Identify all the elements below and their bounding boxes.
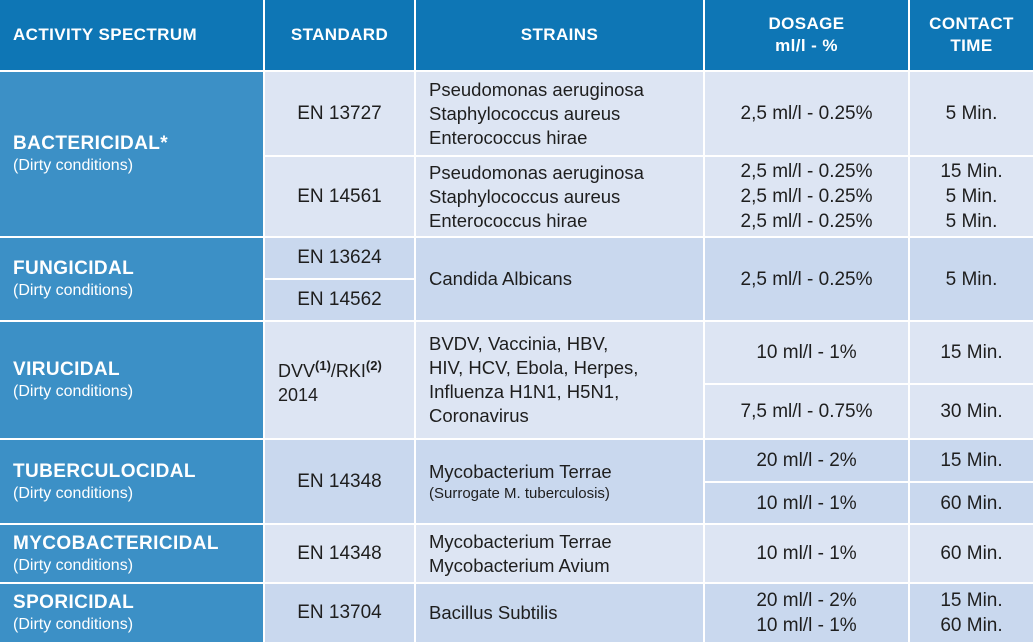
time-value: 60 Min. (940, 615, 1003, 636)
standard-cell (265, 280, 414, 320)
dosage-value: 10 ml/l - 1% (756, 342, 857, 363)
strain-line: HIV, HCV, Ebola, Herpes, (429, 357, 639, 378)
standard-cell-dvv-rki (265, 322, 414, 438)
standard-cell (265, 72, 414, 155)
header-contact-line2: TIME (950, 36, 993, 55)
dosage-cell (705, 440, 908, 481)
dosage-value: 20 ml/l - 2% (756, 590, 857, 611)
strain-line: Coronavirus (429, 405, 529, 426)
activity-cell-mycobactericidal (0, 525, 263, 582)
standard-cell (265, 238, 414, 278)
strains-cell (416, 322, 703, 438)
strains-cell (416, 525, 703, 582)
activity-cell-tuberculocidal (0, 440, 263, 523)
strains-cell (416, 157, 703, 236)
time-value: 30 Min. (940, 401, 1003, 422)
strain-line: Enterococcus hirae (429, 209, 588, 231)
strain-line: Mycobacterium Avium (429, 554, 610, 576)
activity-name: SPORICIDAL (13, 592, 135, 613)
time-value: 15 Min. (940, 450, 1003, 471)
strain-line: Bacillus Subtilis (429, 602, 558, 623)
strain-note: (Surrogate M. tuberculosis) (429, 485, 610, 502)
strain-line: Mycobacterium Terrae (429, 530, 612, 552)
activity-cell-bactericidal (0, 72, 263, 236)
time-cell (910, 238, 1033, 320)
dosage-cell (705, 483, 908, 523)
header-dosage-line1: DOSAGE (768, 14, 845, 33)
dosage-cell (705, 525, 908, 582)
activity-condition: (Dirty conditions) (13, 383, 134, 400)
strain-line: Staphylococcus aureus (429, 185, 621, 207)
strain-line: BVDV, Vaccinia, HBV, (429, 333, 609, 354)
standard-text: /RKI (330, 360, 366, 381)
strains-cell (416, 584, 703, 642)
dosage-cell (705, 238, 908, 320)
header-strains (416, 0, 703, 70)
activity-cell-virucidal (0, 322, 263, 438)
header-activity-label: ACTIVITY SPECTRUM (13, 25, 198, 44)
dosage-value: 20 ml/l - 2% (756, 450, 857, 471)
dosage-value: 7,5 ml/l - 0.75% (740, 401, 873, 422)
header-dosage (705, 0, 908, 70)
header-contact-time (910, 0, 1033, 70)
header-standard-label: STANDARD (290, 25, 389, 44)
strain-line: Candida Albicans (429, 268, 572, 289)
dosage-cell (705, 322, 908, 383)
header-activity-spectrum (0, 0, 263, 70)
time-value: 5 Min. (945, 211, 998, 232)
time-value: 5 Min. (945, 186, 998, 207)
time-cell (910, 440, 1033, 481)
strain-line: Influenza H1N1, H5N1, (429, 381, 620, 402)
activity-condition: (Dirty conditions) (13, 616, 134, 633)
time-value: 60 Min. (940, 543, 1003, 564)
header-dosage-line2: ml/l - % (775, 36, 838, 55)
standard-value: EN 14561 (297, 185, 382, 207)
standard-cell (265, 440, 414, 523)
dosage-value: 2,5 ml/l - 0.25% (740, 103, 873, 124)
time-cell (910, 525, 1033, 582)
activity-condition: (Dirty conditions) (13, 484, 134, 502)
dosage-value: 10 ml/l - 1% (756, 543, 857, 564)
standard-text: DVV (278, 360, 316, 381)
activity-cell-fungicidal (0, 238, 263, 320)
dosage-value: 2,5 ml/l - 0.25% (740, 211, 873, 232)
strain-line: Staphylococcus aureus (429, 102, 621, 124)
activity-cell-sporicidal (0, 584, 263, 642)
standard-value: EN 14348 (297, 542, 382, 564)
footnote-ref-1: (1) (315, 357, 331, 373)
time-value: 15 Min. (940, 161, 1003, 182)
time-cell (910, 385, 1033, 438)
dosage-value: 2,5 ml/l - 0.25% (740, 161, 873, 182)
activity-condition: (Dirty conditions) (13, 556, 134, 574)
activity-name: MYCOBACTERICIDAL (13, 532, 219, 554)
standard-cell (265, 584, 414, 642)
standard-value (278, 354, 382, 383)
dosage-cell (705, 385, 908, 438)
standard-value: EN 13727 (297, 102, 382, 124)
dosage-cell (705, 157, 908, 236)
standard-cell (265, 157, 414, 236)
strains-cell (416, 440, 703, 523)
strain-line: Pseudomonas aeruginosa (429, 78, 644, 100)
activity-name: VIRUCIDAL (13, 359, 121, 380)
dosage-cell (705, 72, 908, 155)
strains-cell (416, 238, 703, 320)
dosage-value: 2,5 ml/l - 0.25% (740, 186, 873, 207)
time-cell (910, 584, 1033, 642)
header-contact-line1: CONTACT (929, 14, 1014, 33)
time-value: 60 Min. (940, 492, 1003, 514)
dosage-cell (705, 584, 908, 642)
header-strains-label: STRAINS (520, 25, 599, 44)
standard-value: EN 13704 (297, 602, 382, 623)
standard-value: EN 14348 (297, 470, 382, 492)
activity-condition: (Dirty conditions) (13, 157, 134, 174)
time-cell (910, 483, 1033, 523)
standard-year: 2014 (278, 384, 319, 405)
activity-name: FUNGICIDAL (13, 258, 135, 279)
time-value: 5 Min. (945, 103, 998, 124)
strain-line: Enterococcus hirae (429, 126, 588, 148)
time-cell (910, 72, 1033, 155)
dosage-value: 10 ml/l - 1% (756, 615, 857, 636)
time-cell (910, 157, 1033, 236)
strain-line: Mycobacterium Terrae (429, 461, 612, 482)
standard-value: EN 13624 (297, 247, 382, 268)
time-cell (910, 322, 1033, 383)
activity-name: TUBERCULOCIDAL (13, 460, 196, 482)
time-value: 5 Min. (945, 268, 998, 290)
activity-condition: (Dirty conditions) (13, 282, 134, 299)
standard-value: EN 14562 (297, 289, 382, 310)
time-value: 15 Min. (940, 590, 1003, 611)
header-standard (265, 0, 414, 70)
standard-cell (265, 525, 414, 582)
activity-name: BACTERICIDAL* (13, 133, 169, 154)
time-value: 15 Min. (940, 342, 1003, 363)
dosage-value: 10 ml/l - 1% (756, 492, 857, 514)
strains-cell (416, 72, 703, 155)
footnote-ref-2: (2) (365, 357, 382, 373)
dosage-value: 2,5 ml/l - 0.25% (740, 268, 873, 290)
strain-line: Pseudomonas aeruginosa (429, 161, 644, 183)
